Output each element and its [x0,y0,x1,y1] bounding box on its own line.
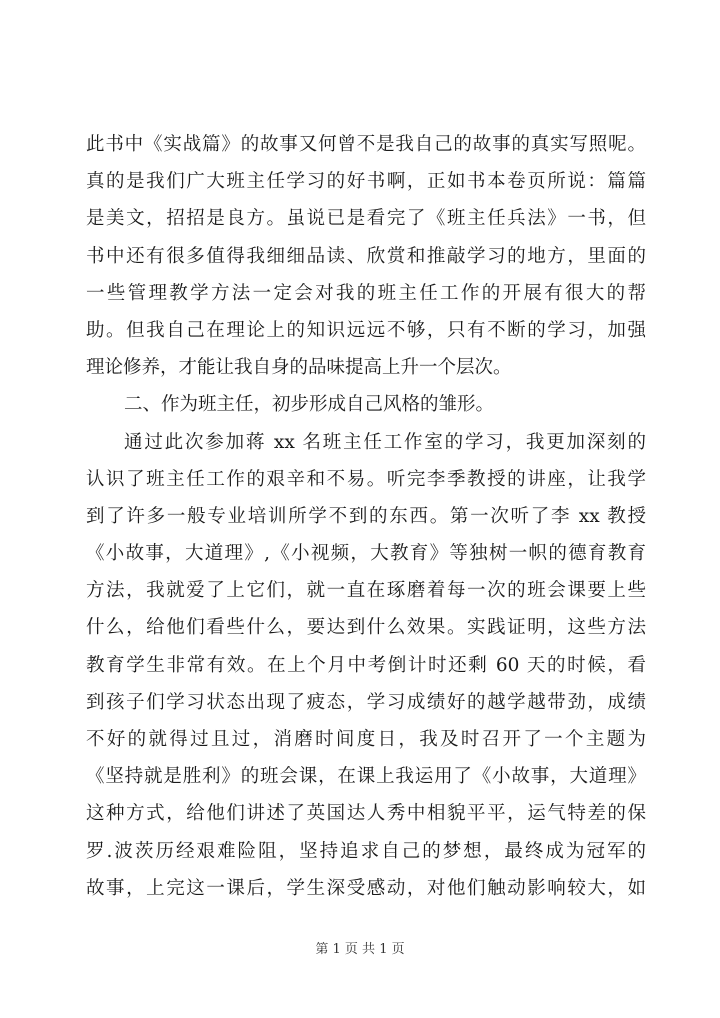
section-heading: 二、作为班主任，初步形成自己风格的雏形。 [124,394,495,416]
text-line: 一些管理教学方法一定会对我的班主任工作的开展有很大的帮 [86,282,646,304]
text-line: 通过此次参加蒋 xx 名班主任工作室的学习，我更加深刻的 [124,431,646,453]
page-footer: 第 1 页 共 1 页 [315,942,405,957]
text-line: 什么，给他们看些什么，要达到什么效果。实践证明，这些方法 [86,617,646,639]
body-text [86,126,646,907]
text-line: 教育学生非常有效。在上个月中考倒计时还剩 60 天的时候，看 [86,654,646,676]
text-line: 理论修养，才能让我自身的品味提高上升一个层次。 [86,357,512,379]
text-line: 书中还有很多值得我细细品读、欣赏和推敲学习的地方，里面的 [86,245,646,267]
text-line: 到了许多一般专业培训所学不到的东西。第一次听了李 xx 教授 [86,505,646,527]
text-line: 此书中《实战篇》的故事又何曾不是我自己的故事的真实写照呢。 [86,134,646,155]
text-line: 助。但我自己在理论上的知识远远不够，只有不断的学习，加强 [86,319,646,341]
text-line: 这种方式，给他们讲述了英国达人秀中相貌平平，运气特差的保 [86,803,646,825]
text-line: 故事，上完这一课后，学生深受感动，对他们触动影响较大，如 [86,877,646,899]
text-line: 真的是我们广大班主任学习的好书啊，正如书本卷页所说：篇篇 [86,171,646,193]
text-line: 方法，我就爱了上它们，就一直在琢磨着每一次的班会课要上些 [86,580,646,602]
text-line: 不好的就得过且过，消磨时间度日，我及时召开了一个主题为 [86,729,646,750]
text-line: 认识了班主任工作的艰辛和不易。听完李季教授的讲座，让我学 [86,468,646,490]
text-line: 是美文，招招是良方。虽说已是看完了《班主任兵法》一书，但 [86,208,646,230]
text-line: 罗.波茨历经艰难险阻，坚持追求自己的梦想，最终成为冠军的 [86,840,646,862]
text-line: 到孩子们学习状态出现了疲态，学习成绩好的越学越带劲，成绩 [86,691,646,713]
text-line: 《坚持就是胜利》的班会课，在课上我运用了《小故事，大道理》 [86,766,646,788]
text-line: 《小故事，大道理》,《小视频，大教育》等独树一帜的德育教育 [86,543,646,565]
